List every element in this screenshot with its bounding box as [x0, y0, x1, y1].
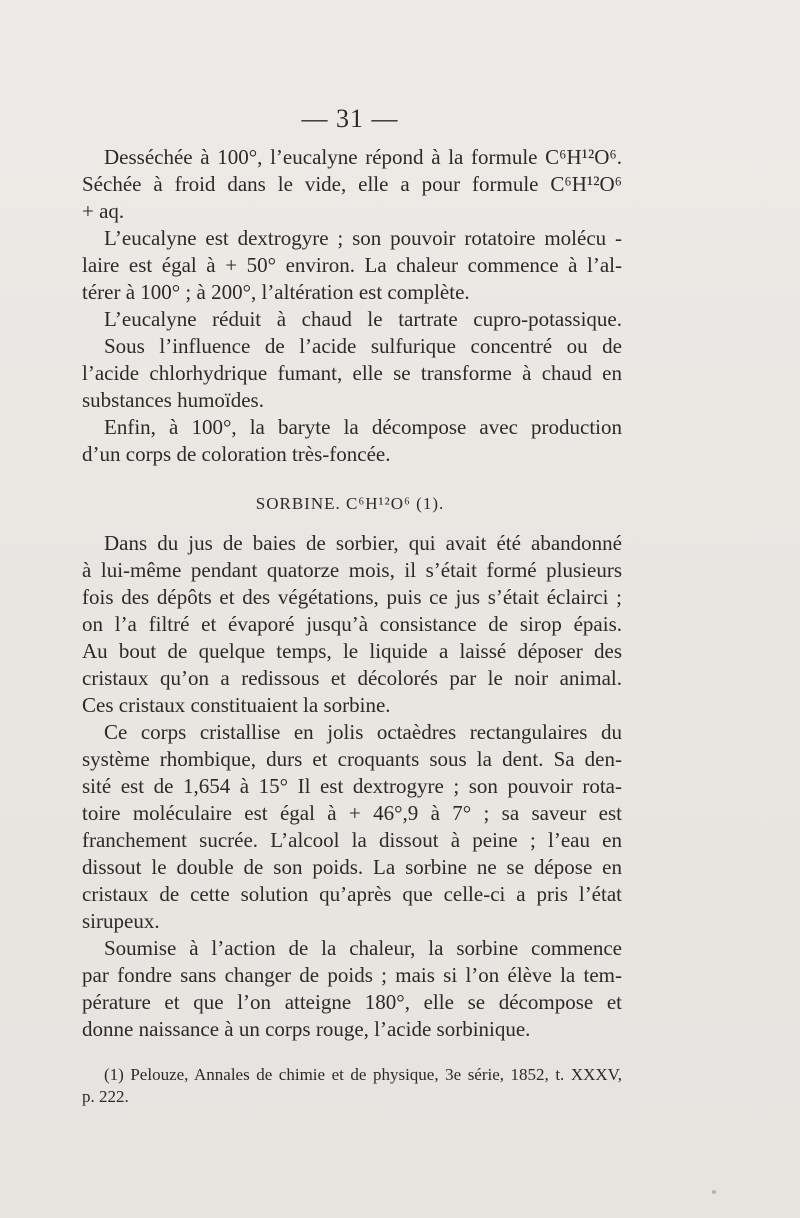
text-line: + aq.	[82, 199, 125, 223]
text-line: Dans du jus de baies de sorbier, qui avait été abandonné	[104, 531, 622, 555]
footnote	[82, 1064, 622, 1108]
sorbine-paragraphs	[82, 530, 622, 1043]
text-line: L’eucalyne réduit à chaud le tartrate cupro-potassique.	[104, 307, 622, 331]
text-line: Soumise à l’action de la chaleur, la sorbine commence	[104, 936, 622, 960]
text-line: Sous l’influence de l’acide sulfurique concentré ou de	[104, 334, 622, 358]
eucalyne-paragraphs	[82, 144, 622, 468]
text-line: cristaux qu’on a redissous et décolorés par le noir animal.	[82, 666, 622, 690]
text-line: dissout le double de son poids. La sorbine ne se dépose en	[82, 855, 622, 879]
text-line: toire moléculaire est égal à + 46°,9 à 7° ; sa saveur est	[82, 801, 622, 825]
text-line: l’acide chlorhydrique fumant, elle se transforme à chaud en	[82, 361, 622, 385]
footnote-line: p. 222.	[82, 1087, 129, 1106]
text-line: Au bout de quelque temps, le liquide a laissé déposer des	[82, 639, 622, 663]
paper-speck	[712, 1190, 716, 1194]
text-line: L’eucalyne est dextrogyre ; son pouvoir rotatoire molécu -	[104, 226, 622, 250]
text-line: pérature et que l’on atteigne 180°, elle se décompose et	[82, 990, 622, 1014]
text-line: Desséchée à 100°, l’eucalyne répond à la formule C⁶H¹²O⁶.	[104, 145, 622, 169]
text-line: par fondre sans changer de poids ; mais si l’on élève la tem-	[82, 963, 622, 987]
text-line: sité est de 1,654 à 15° Il est dextrogyre ; son pouvoir rota-	[82, 774, 622, 798]
text-line: Ce corps cristallise en jolis octaèdres rectangulaires du	[104, 720, 622, 744]
text-line: système rhombique, durs et croquants sous la dent. Sa den-	[82, 747, 622, 771]
text-line: d’un corps de coloration très-foncée.	[82, 442, 391, 466]
text-line: à lui-même pendant quatorze mois, il s’était formé plusieurs	[82, 558, 622, 582]
text-line: on l’a filtré et évaporé jusqu’à consistance de sirop épais.	[82, 612, 622, 636]
text-line: franchement sucrée. L’alcool la dissout à peine ; l’eau en	[82, 828, 622, 852]
text-line: fois des dépôts et des végétations, puis ce jus s’était éclairci ;	[82, 585, 622, 609]
text-line: donne naissance à un corps rouge, l’acide sorbinique.	[82, 1017, 531, 1041]
text-line: Ces cristaux constituaient la sorbine.	[82, 693, 391, 717]
text-line: térer à 100° ; à 200°, l’altération est complète.	[82, 280, 470, 304]
text-line: substances humoïdes.	[82, 388, 264, 412]
text-line: cristaux de cette solution qu’après que celle-ci a pris l’état	[82, 882, 622, 906]
section-heading-sorbine: SORBINE. C⁶H¹²O⁶ (1).	[255, 494, 445, 513]
text-line: laire est égal à + 50° environ. La chaleur commence à l’al-	[82, 253, 622, 277]
text-line: sirupeux.	[82, 909, 160, 933]
text-line: Séchée à froid dans le vide, elle a pour formule C⁶H¹²O⁶	[82, 172, 622, 196]
text-line: Enfin, à 100°, la baryte la décompose avec production	[104, 415, 622, 439]
footnote-line: (1) Pelouze, Annales de chimie et de physique, 3e série, 1852, t. XXXV,	[104, 1065, 622, 1084]
page-number: — 31 —	[301, 104, 399, 133]
